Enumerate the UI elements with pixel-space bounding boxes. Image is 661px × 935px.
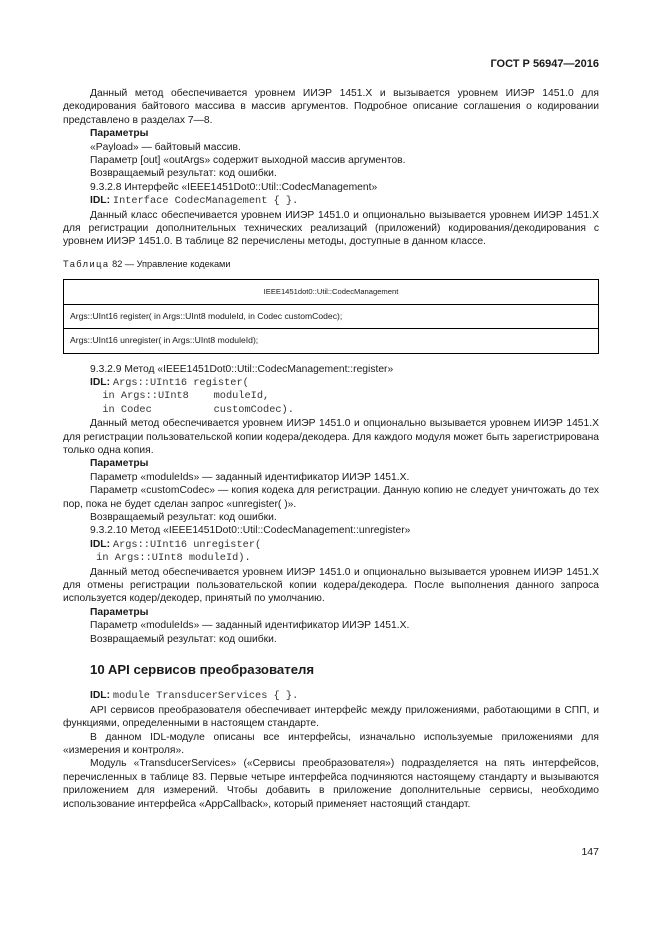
param-outargs: Параметр [out] «outArgs» содержит выходной массив аргументов. [90, 155, 406, 167]
paragraph-codec-class: Данный класс обеспечивается уровнем ИИЭР 1451.0 и опционально вызывается уровнем ИИЭР 1451.X для регистрации дополнительных технических реализаций (приложений) кодирования/декодирования с уровнем ИИЭР 1451.0. В таблице 82 перечислены методы, доступные в данном классе. [63, 209, 599, 248]
paragraph-idl-module: В данном IDL-модуле описаны все интерфейсы, изначально используемые приложениями для «измерения и контроля». [63, 731, 599, 757]
page-number: 147 [581, 846, 599, 858]
page-body [63, 87, 599, 811]
idl-label: IDL: [90, 538, 111, 550]
table-caption-text: 82 — Управление кодеками [109, 258, 231, 269]
idl-label: IDL: [90, 195, 111, 207]
idl-line-transducer-services [63, 689, 599, 703]
paragraph-transducer-services-module: Модуль «TransducerServices» («Сервисы преобразователя») подразделяется на пять интерфейсов, перечисленных в таблице 83. Первые четыре интерфейса подчиняются настоящему стандарту и вызываются приложением для измерений. Чтобы добавить в приложение дополнительные сервисы, необходимо использование интерфейса «AppCallback», который применяет настоящий стандарт. [63, 758, 599, 810]
section-title-9329: 9.3.2.9 Метод «IEEE1451Dot0::Util::CodecManagement::register» [90, 363, 394, 375]
param-moduleids: Параметр «moduleIds» — заданный идентификатор ИИЭР 1451.X. [90, 620, 410, 632]
table-caption [63, 258, 599, 271]
idl-label: IDL: [90, 376, 111, 388]
params-heading: Параметры [90, 458, 149, 470]
paragraph-register-method: Данный метод обеспечивается уровнем ИИЭР 1451.0 и опционально вызывается уровнем ИИЭР 1451.X для регистрации пользовательской копии кодера/декодера. Для каждого модуля может быть зарегистрирована только одна копия. [63, 418, 599, 456]
table-header-cell: IEEE1451dot0::Util::CodecManagement [64, 280, 599, 304]
paragraph-unregister-method: Данный метод обеспечивается уровнем ИИЭР 1451.0 и опционально вызывается уровнем ИИЭР 1451.X для отмены регистрации пользовательской копии кодера/декодера. После выполнения данного запроса используется кодер/декодер, принятый по умолчанию. [63, 566, 599, 605]
table-row-register: Args::UInt16 register( in Args::UInt8 moduleId, in Codec customCodec); [64, 304, 599, 328]
idl-code-register: Args::UInt16 register( [112, 376, 249, 389]
idl-label: IDL: [90, 690, 111, 702]
idl-code-unregister: Args::UInt16 unregister( [112, 538, 262, 551]
table-caption-label: Таблица [63, 258, 110, 269]
idl-line-9328 [63, 194, 599, 208]
section-heading-10: 10 API сервисов преобразователя [90, 662, 315, 678]
return-value: Возвращаемый результат: код ошибки. [90, 168, 277, 180]
idl-line-unregister [63, 538, 599, 552]
param-customcodec: Параметр «customCodec» — копия кодека для регистрации. Данную копию не следует уничтожать до тех пор, пока не будет сделан запрос «unregister( )». [63, 485, 599, 510]
return-value: Возвращаемый результат: код ошибки. [90, 511, 277, 523]
section-title-93210: 9.3.2.10 Метод «IEEE1451Dot0::Util::CodecManagement::unregister» [90, 525, 411, 537]
return-value: Возвращаемый результат: код ошибки. [90, 633, 277, 645]
idl-code: Interface CodecManagement { }. [112, 195, 299, 208]
document-code: ГОСТ Р 56947—2016 [490, 58, 599, 70]
idl-line-register [63, 376, 599, 390]
table-row-unregister: Args::UInt16 unregister( in Args::UInt8 moduleId); [64, 329, 599, 353]
paragraph-api-services: API сервисов преобразователя обеспечивает интерфейс между приложениями, работающими в СПП, и функциями, определенными в настоящем стандарте. [63, 704, 599, 730]
idl-code-module: module TransducerServices { }. [112, 690, 299, 703]
params-heading: Параметры [90, 606, 149, 618]
param-payload: «Payload» — байтовый массив. [90, 141, 241, 153]
param-moduleids: Параметр «moduleIds» — заданный идентификатор ИИЭР 1451.X. [90, 471, 410, 483]
codec-management-table [63, 279, 599, 353]
section-title-9328: 9.3.2.8 Интерфейс «IEEE1451Dot0::Util::CodecManagement» [90, 181, 378, 193]
paragraph-decode-method: Данный метод обеспечивается уровнем ИИЭР 1451.X и вызывается уровнем ИИЭР 1451.0 для декодирования байтового массива в массив аргументов. Подробное описание соглашения о кодировании представлено в разделах 7—8. [63, 88, 599, 126]
params-heading: Параметры [90, 128, 149, 140]
idl-code-register-arg1: in Args::UInt8 moduleId, [90, 390, 270, 403]
idl-code-register-arg2: in Codec customCodec). [90, 403, 294, 416]
idl-code-unregister-arg1: in Args::UInt8 moduleId). [90, 552, 251, 565]
